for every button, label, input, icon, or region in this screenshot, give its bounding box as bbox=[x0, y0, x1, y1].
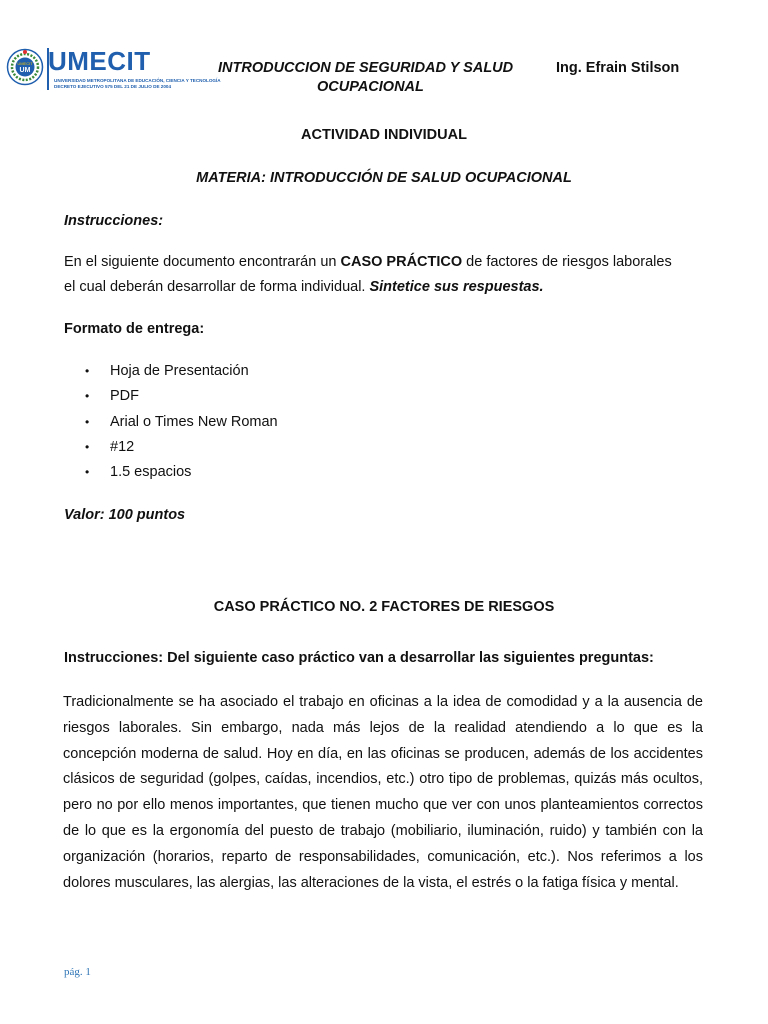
svg-text:UM: UM bbox=[19, 67, 31, 74]
caso-practico-emphasis: CASO PRÁCTICO bbox=[340, 254, 463, 270]
instructions-body-line2 bbox=[64, 275, 544, 300]
case-instructions: Instrucciones: Del siguiente caso práctico van a desarrollar las siguientes preguntas: bbox=[64, 650, 654, 666]
activity-title: ACTIVIDAD INDIVIDUAL bbox=[301, 127, 467, 143]
course-title bbox=[218, 59, 548, 97]
logo-wordmark: UMECIT bbox=[48, 46, 151, 76]
instructions-heading: Instrucciones: bbox=[64, 213, 164, 229]
case-title: CASO PRÁCTICO NO. 2 FACTORES DE RIESGOS bbox=[213, 599, 555, 615]
course-title-line1: INTRODUCCION DE SEGURIDAD Y SALUD bbox=[218, 60, 514, 76]
instructions-body-line1 bbox=[64, 250, 672, 275]
umecit-logo bbox=[6, 44, 221, 94]
format-list bbox=[80, 359, 278, 485]
subject-line: MATERIA: INTRODUCCIÓN DE SALUD OCUPACIONAL bbox=[196, 170, 572, 186]
list-item: • #12 bbox=[80, 435, 278, 460]
format-heading: Formato de entrega: bbox=[64, 321, 205, 337]
instructions-text-3: el cual deberán desarrollar de forma individual. bbox=[64, 279, 370, 295]
instructions-text-1: En el siguiente documento encontrarán un bbox=[64, 254, 341, 270]
list-item: • Arial o Times New Roman bbox=[80, 410, 278, 435]
page-number: pág. 1 bbox=[64, 966, 91, 978]
instructions-text-2: de factores de riesgos laborales bbox=[462, 254, 672, 270]
case-paragraph: Tradicionalmente se ha asociado el trabajo en oficinas a la idea de comodidad y a la ausencia de riesgos laborales. Sin embargo, nada más lejos de la realidad atendiendo a lo que es la concepción moderna de salud. Hoy en día, en las oficinas se producen, además de los accidentes clásicos de seguridad (golpes, caídas, incendios, etc.) otro tipo de problemas, quizás más ocultos, pero no por ello menos importantes, que tienen mucho que ver con unos planteamientos correctos de lo que es la ergonomía del puesto de trabajo (mobiliario, iluminación, ruido) y también con la organización (horarios, reparto de responsabilidades, comunicación, etc.). Nos referimos a los dolores musculares, las alergias, las alteraciones de la vista, el estrés o la fatiga física y mental. bbox=[63, 694, 703, 891]
author-name: Ing. Efrain Stilson bbox=[556, 60, 680, 76]
value-points: Valor: 100 puntos bbox=[64, 507, 186, 523]
course-title-line2: OCUPACIONAL bbox=[317, 79, 424, 95]
synthesize-emphasis: Sintetice sus respuestas. bbox=[369, 279, 544, 295]
logo-subtitle-2: DECRETO EJECUTIVO 575 DEL 21 DE JULIO DE 2004 bbox=[54, 84, 172, 89]
logo-subtitle-1: UNIVERSIDAD METROPOLITANA DE EDUCACIÓN, CIENCIA Y TECNOLOGÍA bbox=[54, 78, 221, 83]
seal-text: UMECIT bbox=[17, 61, 33, 66]
list-item: • 1.5 espacios bbox=[80, 460, 278, 485]
university-seal-icon bbox=[6, 48, 44, 86]
list-item: • PDF bbox=[80, 384, 278, 409]
list-item: • Hoja de Presentación bbox=[80, 359, 278, 384]
